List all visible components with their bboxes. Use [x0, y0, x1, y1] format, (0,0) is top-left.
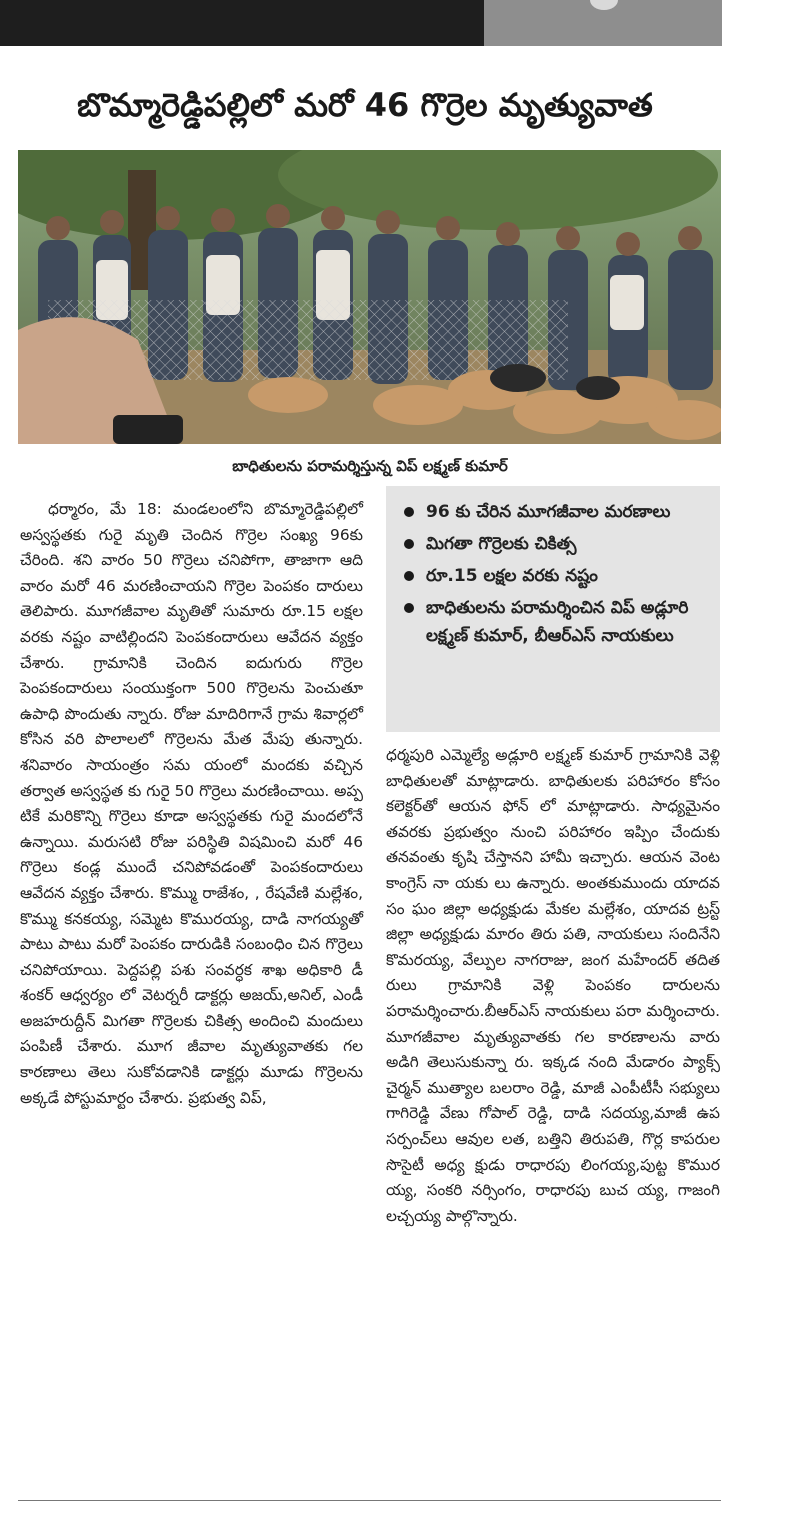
- highlights-box: [386, 486, 720, 732]
- article-column-1: [20, 497, 363, 1111]
- highlight-item: 96 కు చేరిన మూగజీవాల మరణాలు: [400, 498, 710, 526]
- bottom-rule: [18, 1500, 721, 1501]
- news-photo: [18, 150, 721, 444]
- highlight-item: బాధితులను పరామర్శించిన విప్ అడ్లూరి లక్ష్మణ్ కుమార్, బీఆర్ఎస్ నాయకులు: [400, 594, 710, 650]
- bullet-icon: [404, 507, 414, 517]
- column-2-text: ధర్మపురి ఎమ్మెల్యే అడ్లూరి లక్ష్మణ్ కుమార్ గ్రామానికి వెళ్లి బాధితులతో మాట్లాడారు. బాధితులకు పరిహారం కోసం కలెక్టర్‌తో ఆయన ఫోన్ లో మాట్లాడారు. సాధ్యమైనం తవరకు ప్రభుత్వం నుంచి పరిహారం ఇప్పిం చేందుకు తనవంతు కృషి చేస్తానని హామీ ఇచ్చారు. ఆయన వెంట కాంగ్రెస్ నా యకు లు ఉన్నారు. అంతకుముందు యాదవ సం ఘం జిల్లా అధ్యక్షుడు మేకల మల్లేశం, యాదవ ట్రస్ట్ జిల్లా అధ్యక్షుడు మారం తిరు పతి, నాయకులు సందినేని కొమరయ్య, వేల్పుల నాగరాజు, జంగ మహేందర్ తదిత రులు గ్రామానికి వెళ్లి పెంపకం దారులను పరామర్శించారు.బీఆర్ఎస్ నాయకులు పరా మర్శించారు. మూగజీవాల మృత్యువాతకు గల కారణాలను వారు అడిగి తెలుసుకున్నా రు. ఇక్కడ నంది మేడారం ప్యాక్స్ చైర్మన్ ముత్యాల బలరాం రెడ్డి, మాజీ ఎంపీటీసీ సభ్యులు గాగిరెడ్డి వేణు గోపాల్ రెడ్డి, దాడి సదయ్య,మాజీ ఉప సర్పంచ్‌లు ఆవుల లత, బత్తిని తిరుపతి, గొర్ల కాపరుల సొసైటీ అధ్య క్షుడు రాధారపు లింగయ్య,పుట్ట కొముర య్య, సంకరి నర్సింగం, రాధారపు బుచ య్య, గాజంగి లచ్చయ్య పాల్గొన్నారు.: [386, 746, 720, 1225]
- highlight-item: రూ.15 లక్షల వరకు నష్టం: [400, 562, 710, 590]
- bullet-icon: [404, 603, 414, 613]
- bullet-icon: [404, 539, 414, 549]
- highlight-item: మిగతా గొర్రెలకు చికిత్స: [400, 530, 710, 558]
- photo-caption: బాధితులను పరామర్శిస్తున్న విప్ లక్ష్మణ్ కుమార్: [232, 457, 508, 475]
- bullet-icon: [404, 571, 414, 581]
- column-1-text: ధర్మారం, మే 18: మండలంలోని బొమ్మారెడ్డిపల్లిలో అస్వస్థతకు గురై మృతి చెందిన గొర్రెల సంఖ్య 96కు చేరింది. శని వారం 50 గొర్రెలు చనిపోగా, తాజాగా ఆది వారం మరో 46 మరణించాయని గొర్రెల పెంపకం దారులు తెలిపారు. మూగజీవాల మృతితో సుమారు రూ.15 లక్షల వరకు నష్టం వాటిల్లిందని పెంపకందారులు ఆవేదన వ్యక్తం చేశారు. గ్రామానికి చెందిన ఐదుగురు గొర్రెల పెంపకందారులు సంయుక్తంగా 500 గొర్రెలను పెంచుతూ ఉపాధి పొందుతు న్నారు. రోజు మాదిరిగానే గ్రామ శివార్లలో కోసిన వరి పొలాలలో గొర్రెలను మేత మేపు తున్నారు. శనివారం సాయంత్రం సమ యంలో మందకు వచ్చిన తర్వాత అస్వస్థత కు గురై 50 గొర్రెలు మరణించాయి. అప్ప టికే మరికొన్ని గొర్రెలు కూడా అస్వస్థతకు గురై మందలోనే ఉన్నాయి. మరుసటి రోజు పరిస్థితి విషమించి మరో 46 గొర్రెలు కండ్ల ముందే చనిపోవడంతో పెంపకందారులు ఆవేదన వ్యక్తం చేశారు. కొమ్ము రాజేశం, , రేషవేణి మల్లేశం, కొమ్ము కనకయ్య, సమ్మెట కొమురయ్య, దాడి నాగయ్యతో పాటు పాటు మరో పెంపకం దారుడికి సంబంధిం చిన గొర్రెలు చనిపోయాయి. పెద్దపల్లి పశు సంవర్ధక శాఖ అధికారి డీ శంకర్ ఆధ్వర్యం లో వెటర్నరీ డాక్టర్లు అజయ్,అనిల్, ఎండీ అజహరుద్దీన్ మిగతా గొర్రెలకు చికిత్స అందించి మందులు పంపిణీ చేశారు. మూగ జీవాల మృత్యువాతకు గల కారణాలు తెలు సుకోవడానికి డాక్టర్లు మూడు గొర్రెలను అక్కడే పోస్టుమార్టం చేశారు. ప్రభుత్వ విప్,: [20, 500, 363, 1107]
- article-column-2: [386, 743, 720, 1229]
- headline: బొమ్మారెడ్డిపల్లిలో మరో 46 గొర్రెల మృత్యువాత: [77, 86, 653, 124]
